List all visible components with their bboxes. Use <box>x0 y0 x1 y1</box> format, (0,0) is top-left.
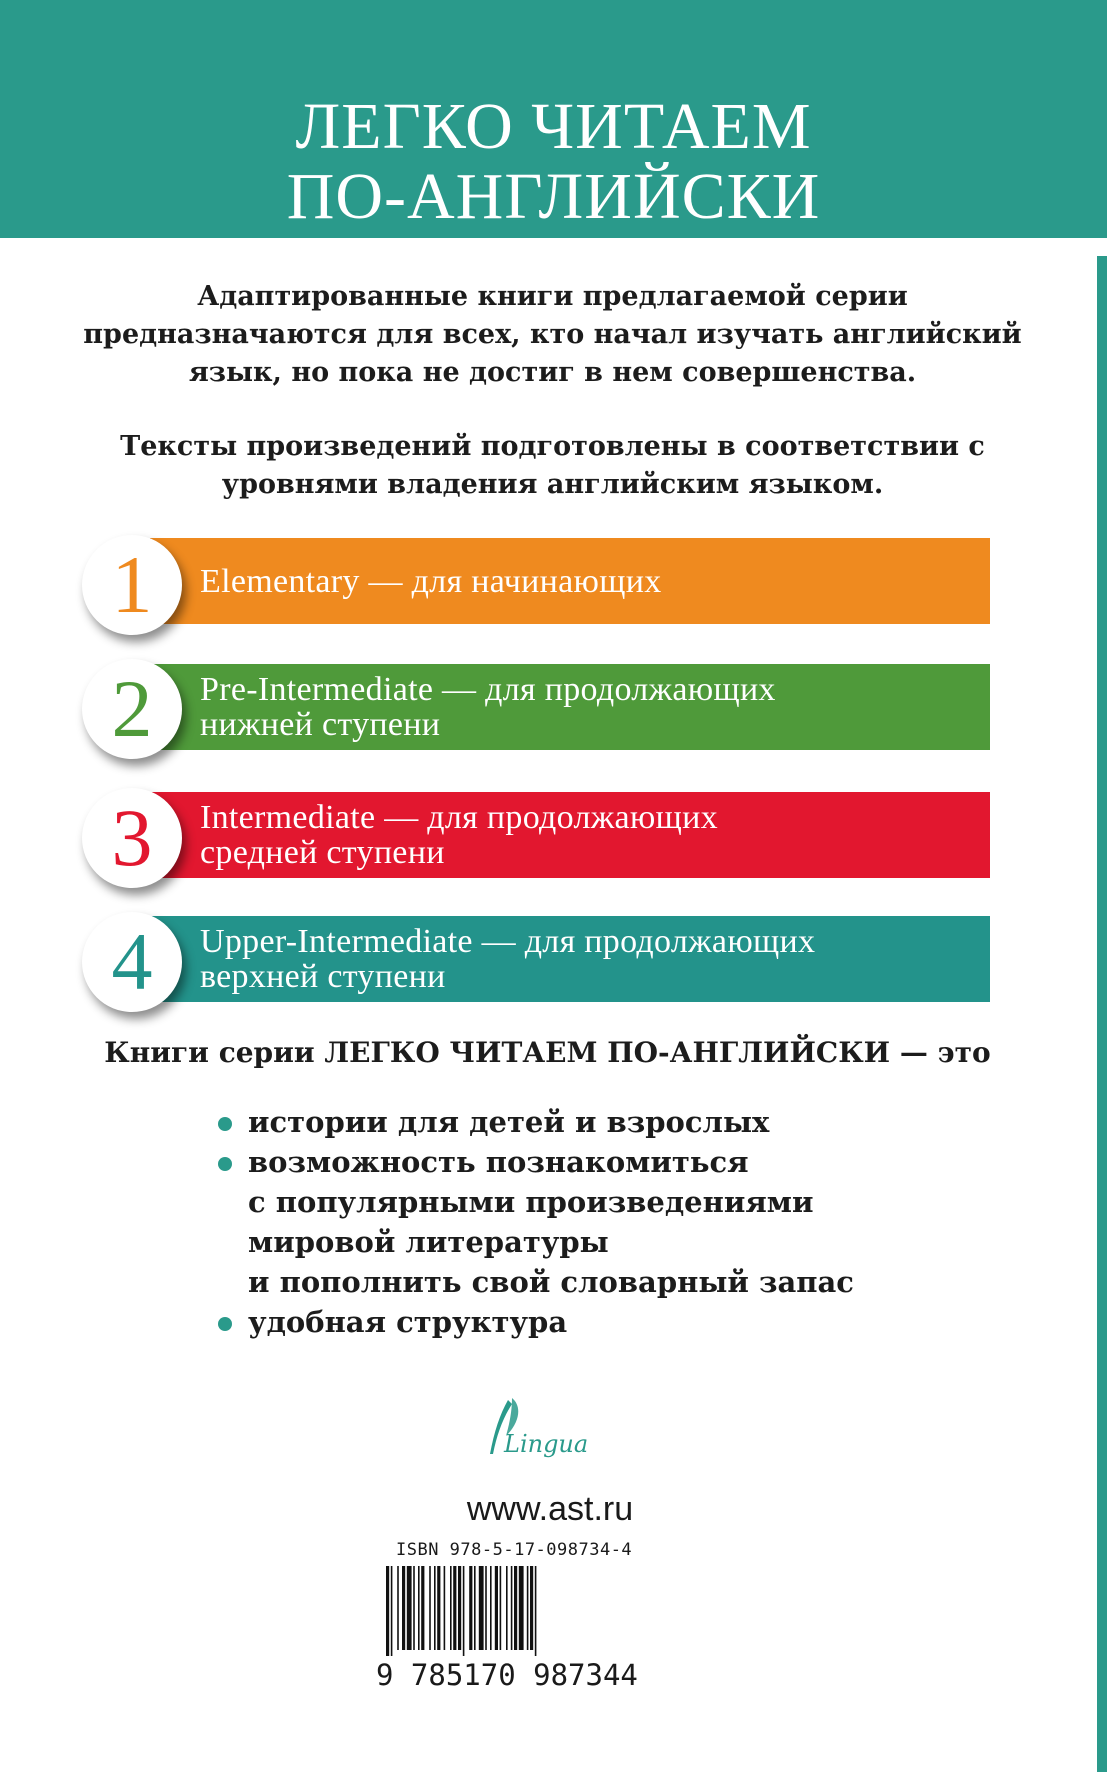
list-item-line: с популярными произведениями <box>248 1185 814 1219</box>
level-4-label-line2: верхней ступени <box>200 958 446 995</box>
level-4-number-badge <box>82 912 182 1012</box>
level-2-label-line1: Pre-Intermediate — для продолжающих <box>200 671 776 708</box>
series-title <box>0 92 1107 232</box>
level-1-text <box>200 538 980 624</box>
level-4-number: 4 <box>111 916 153 1007</box>
level-3-number-badge <box>82 788 182 888</box>
bullet-dot-icon <box>218 1117 232 1131</box>
barcode-bars <box>380 1566 664 1656</box>
level-2-number-badge <box>82 659 182 759</box>
list-item-line: истории для детей и взрослых <box>248 1105 770 1139</box>
list-item-line: возможность познакомиться <box>248 1145 749 1179</box>
publisher-url: www.ast.ru <box>466 1490 634 1528</box>
list-item <box>218 1102 998 1142</box>
level-3-label-line1: Intermediate — для продолжающих <box>200 799 718 836</box>
publisher-logo-text: Lingua <box>504 1430 589 1458</box>
list-item-line: и пополнить свой словарный запас <box>248 1265 854 1299</box>
level-2-label-line2: нижней ступени <box>200 706 441 743</box>
level-4-text <box>200 916 980 1002</box>
level-3-label-line2: средней ступени <box>200 834 445 871</box>
list-item-line: мировой литературы <box>248 1225 609 1259</box>
level-4-label-line1: Upper-Intermediate — для продолжающих <box>200 923 816 960</box>
level-4-band <box>150 916 990 1002</box>
level-1-label: Elementary — для начинающих <box>200 562 662 600</box>
level-1-number-badge <box>82 535 182 635</box>
header-banner <box>0 0 1107 238</box>
list-item <box>218 1142 998 1302</box>
bullet-dot-icon <box>218 1317 232 1331</box>
level-3-band <box>150 792 990 878</box>
list-item-line: удобная структура <box>248 1305 568 1339</box>
series-title-line1: ЛЕГКО ЧИТАЕМ <box>295 90 812 163</box>
intro-paragraph-1: Адаптированные книги предлагаемой серии предназначаются для всех, кто начал изучать английский язык, но пока не достиг в нем совершенства. <box>83 281 1022 388</box>
level-1-number: 1 <box>111 539 153 630</box>
level-2-text <box>200 664 980 750</box>
barcode-digits: 9 785170 987344 <box>376 1658 638 1692</box>
intro-paragraph-2: Тексты произведений подготовлены в соответствии с уровнями владения английским языком. <box>120 431 985 500</box>
level-2-band <box>150 664 990 750</box>
publisher-logo <box>470 1392 610 1472</box>
series-description: Книги серии ЛЕГКО ЧИТАЕМ ПО-АНГЛИЙСКИ — это <box>104 1036 991 1069</box>
series-title-line2: ПО-АНГЛИЙСКИ <box>286 160 821 233</box>
level-1-band <box>150 538 990 624</box>
level-2-number: 2 <box>111 663 153 754</box>
level-3-number: 3 <box>111 792 153 883</box>
isbn-label: ISBN 978-5-17-098734-4 <box>396 1540 633 1560</box>
level-3-text <box>200 792 980 878</box>
features-list <box>218 1102 998 1342</box>
list-item <box>218 1302 998 1342</box>
feather-quill-icon <box>470 1392 610 1472</box>
spine-strip <box>1097 256 1107 1772</box>
bullet-dot-icon <box>218 1157 232 1171</box>
